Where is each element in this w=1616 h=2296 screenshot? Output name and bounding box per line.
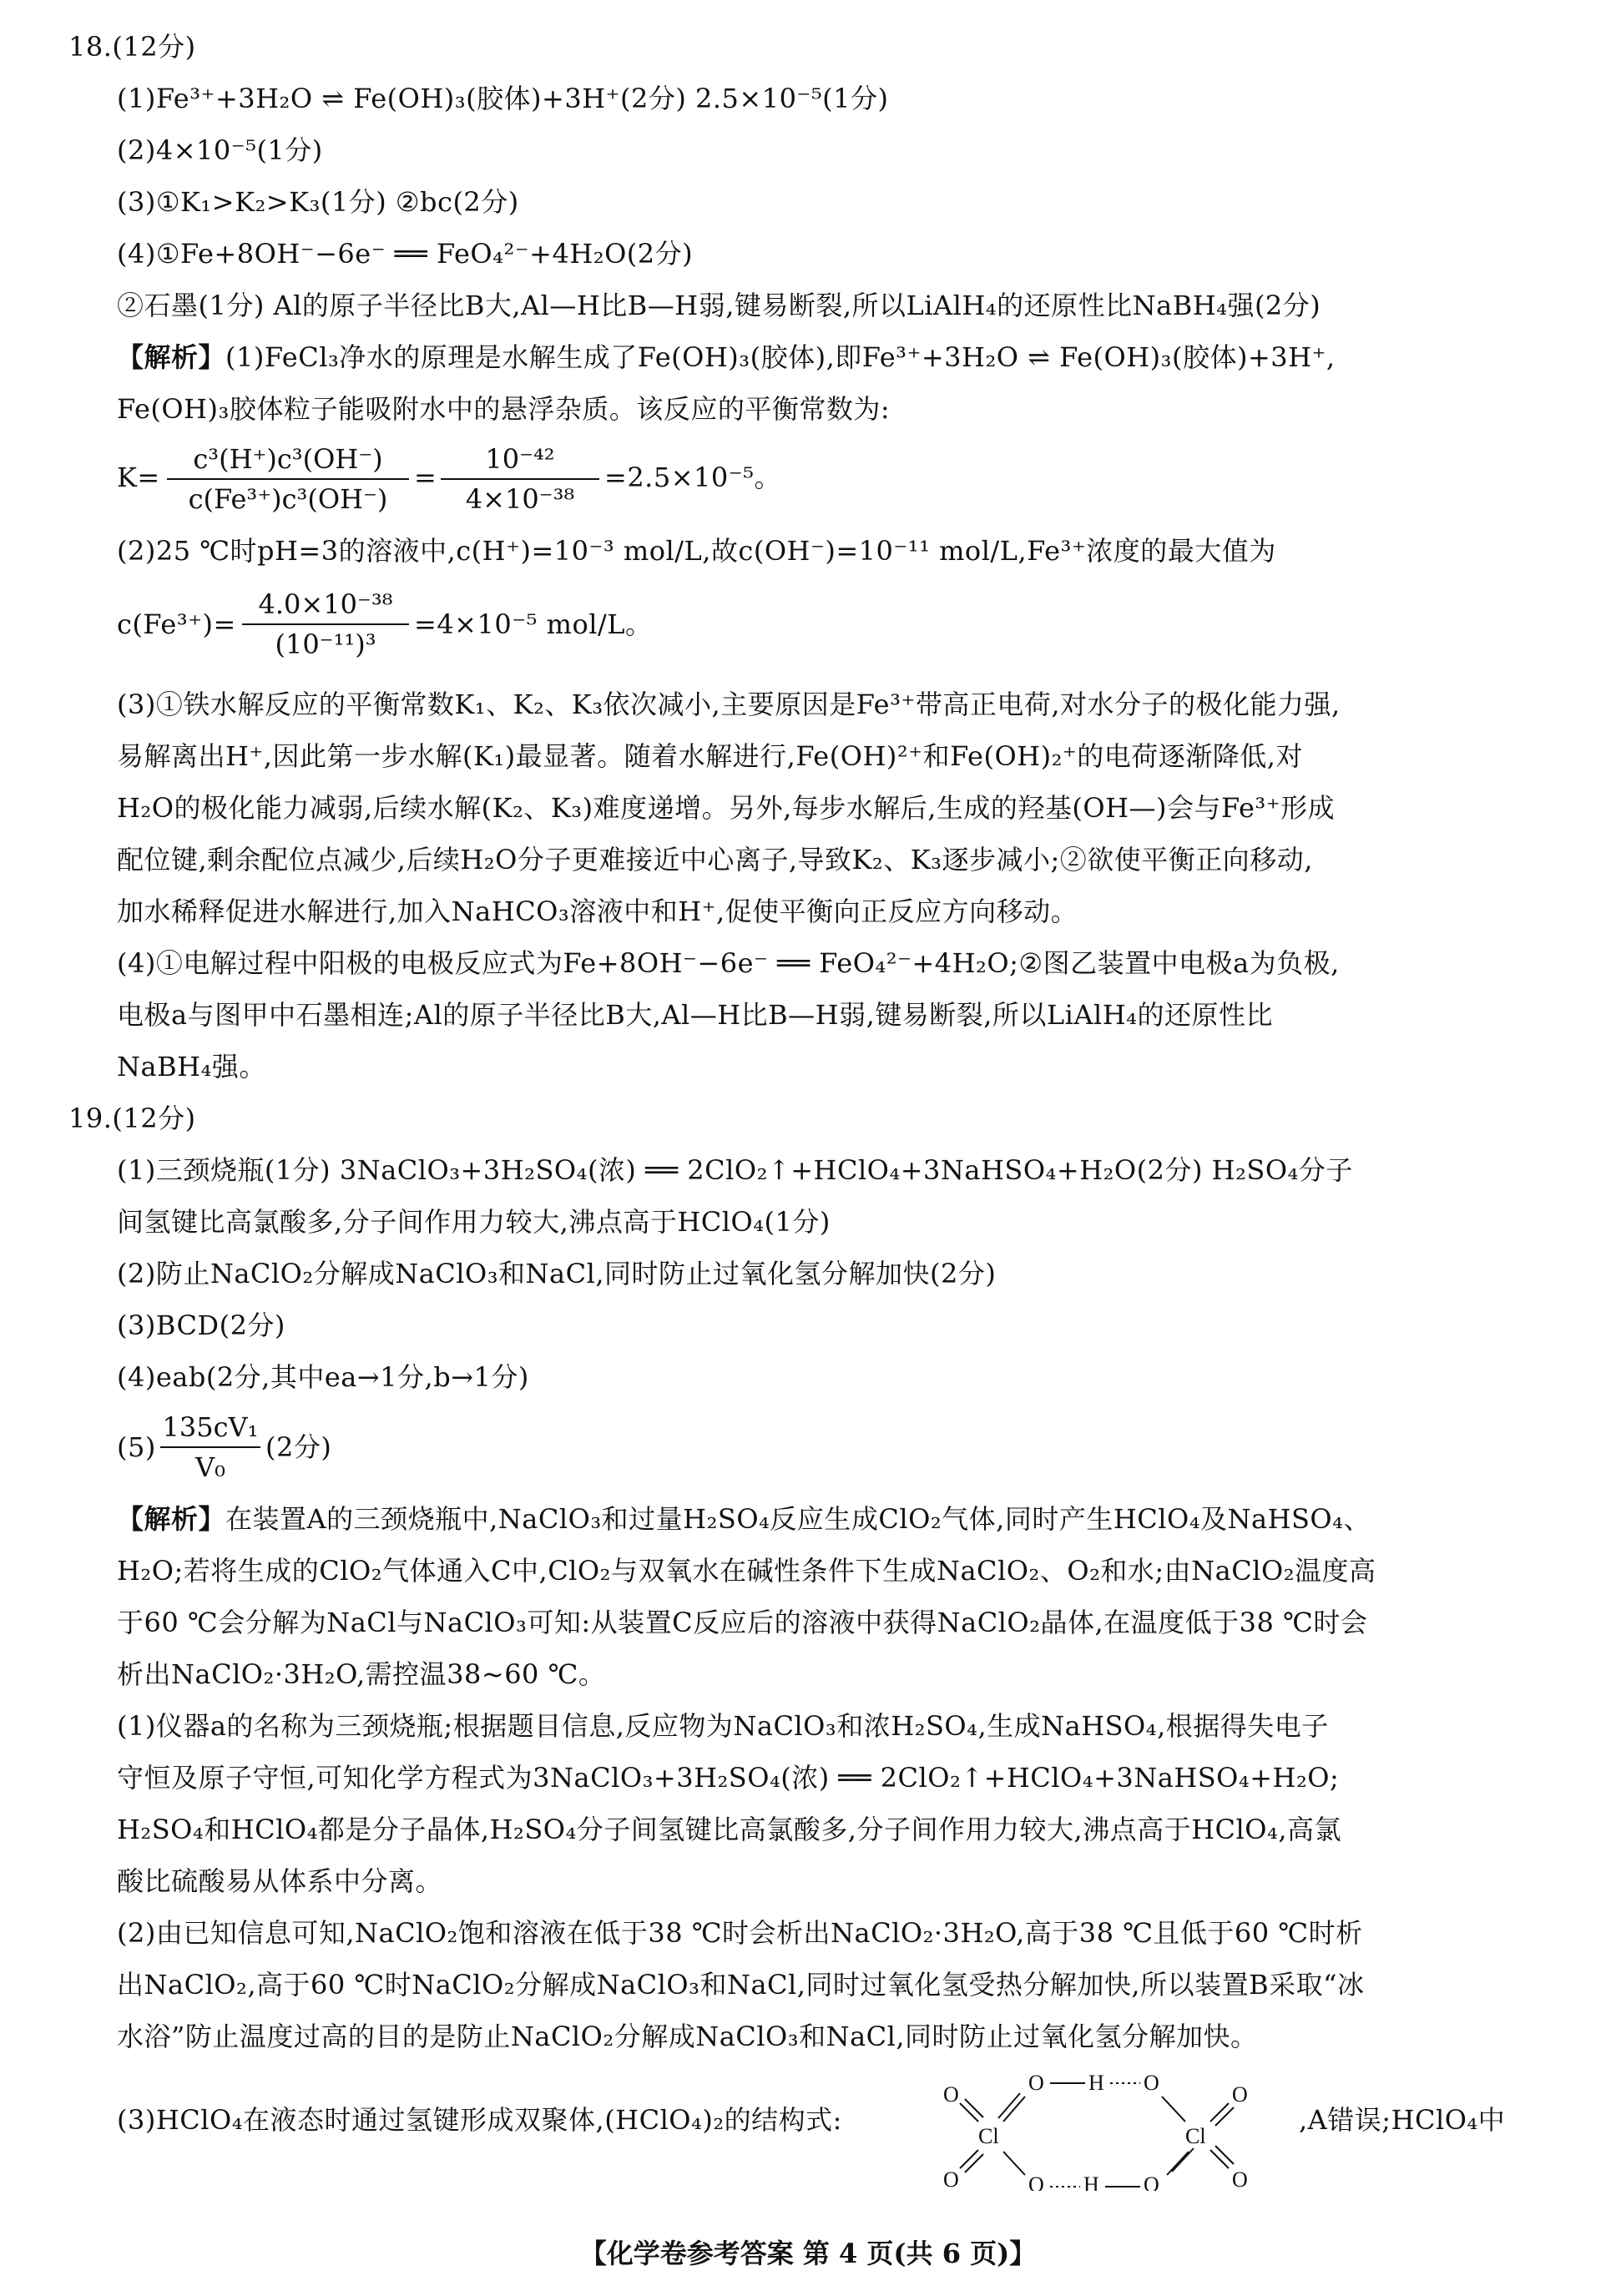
fraction-bar <box>160 1446 260 1448</box>
q19-explanation-1d: 酸比硫酸易从体系中分离。 <box>117 1865 443 1897</box>
a5-numerator: 135cV₁ <box>162 1411 259 1443</box>
q19-answer-1b: 间氢键比高氯酸多,分子间作用力较大,沸点高于HClO₄(1分) <box>117 1206 831 1238</box>
q19-explanation-1b: 守恒及原子守恒,可知化学方程式为3NaClO₃+3H₂SO₄(浓) ══ 2ClO₂↑+HClO₄+3NaHSO₄+H₂O; <box>117 1762 1340 1794</box>
explanation-label: 【解析】 <box>117 1503 226 1535</box>
k-equals: = <box>414 462 437 493</box>
q19-header: 19.(12分) <box>68 1103 196 1134</box>
atom-o: O <box>1028 2071 1044 2095</box>
q18-answer-4: (4)①Fe+8OH⁻−6e⁻ ══ FeO₄²⁻+4H₂O(2分) <box>117 238 694 270</box>
q19-explanation-2b: 出NaClO₂,高于60 ℃时NaClO₂分解成NaClO₃和NaCl,同时过氧化氢受热分解加快,所以装置B采取“冰 <box>117 1969 1365 2001</box>
q19-explanation-3-suffix: ,A错误;HClO₄中 <box>1299 2104 1506 2136</box>
q19-explanation-0b: H₂O;若将生成的ClO₂气体通入C中,ClO₂与双氧水在碱性条件下生成NaClO₂、O₂和水;由NaClO₂温度高 <box>117 1555 1376 1587</box>
q18-explanation-4a: (4)①电解过程中阳极的电极反应式为Fe+8OH⁻−6e⁻ ══ FeO₄²⁻+4H₂O;②图乙装置中电极a为负极, <box>117 947 1340 979</box>
q18-explanation-3e: 加水稀释促进水解进行,加入NaHCO₃溶液中和H⁺,促使平衡向正反应方向移动。 <box>117 896 1078 927</box>
q18-explanation-3b: 易解离出H⁺,因此第一步水解(K₁)最显著。随着水解进行,Fe(OH)²⁺和Fe(OH)₂⁺的电荷逐渐降低,对 <box>117 740 1303 772</box>
q18-explanation-2a: (2)25 ℃时pH=3的溶液中,c(H⁺)=10⁻³ mol/L,故c(OH⁻)=10⁻¹¹ mol/L,Fe³⁺浓度的最大值为 <box>117 535 1276 567</box>
q18-explanation-3a: (3)①铁水解反应的平衡常数K₁、K₂、K₃依次减小,主要原因是Fe³⁺带高正电荷,对水分子的极化能力强, <box>117 689 1341 720</box>
q18-exp1a-text: (1)FeCl₃净水的原理是水解生成了Fe(OH)₃(胶体),即Fe³⁺+3H₂O ⇌ Fe(OH)₃(胶体)+3H⁺, <box>225 341 1336 373</box>
q19-answer-5-prefix: (5) <box>117 1431 156 1463</box>
k-denominator-1: c(Fe³⁺)c³(OH⁻) <box>188 483 388 515</box>
q19-explanation-2c: 水浴”防止温度过高的目的是防止NaClO₂分解成NaClO₃和NaCl,同时防止过氧化氢分解加快。 <box>117 2021 1258 2052</box>
atom-h: H <box>1088 2071 1104 2095</box>
q19-explanation-0a <box>117 1502 1371 1536</box>
fraction-bar <box>167 478 409 480</box>
q18-explanation-4c: NaBH₄强。 <box>117 1051 266 1082</box>
q19-exp0a-text: 在装置A的三颈烧瓶中,NaClO₃和过量H₂SO₄反应生成ClO₂气体,同时产生HClO₄及NaHSO₄、 <box>225 1503 1371 1535</box>
q18-explanation-4b: 电极a与图甲中石墨相连;Al的原子半径比B大,Al—H比B—H弱,键易断裂,所以LiAlH₄的还原性比 <box>117 999 1273 1031</box>
q18-answer-4b: ②石墨(1分) Al的原子半径比B大,Al—H比B—H弱,键易断裂,所以LiAlH₄的还原性比NaBH₄强(2分) <box>117 290 1321 321</box>
fe-numerator: 4.0×10⁻³⁸ <box>258 588 393 620</box>
page-footer: 【化学卷参考答案 第 4 页(共 6 页)】 <box>579 2238 1037 2269</box>
k-denominator-2: 4×10⁻³⁸ <box>465 483 575 515</box>
atom-o: O <box>1144 2071 1159 2095</box>
q19-answer-4: (4)eab(2分,其中ea→1分,b→1分) <box>117 1361 529 1393</box>
atom-o: O <box>943 2167 959 2191</box>
q18-explanation-3d: 配位键,剩余配位点减少,后续H₂O分子更难接近中心离子,导致K₂、K₃逐步减小;②欲使平衡正向移动, <box>117 844 1313 876</box>
q18-answer-1: (1)Fe³⁺+3H₂O ⇌ Fe(OH)₃(胶体)+3H⁺(2分) 2.5×10⁻⁵(1分) <box>117 83 889 114</box>
fraction-bar <box>441 478 599 480</box>
k-result: =2.5×10⁻⁵。 <box>604 462 781 493</box>
atom-o: O <box>1144 2172 1159 2191</box>
fe-denominator: (10⁻¹¹)³ <box>275 628 376 660</box>
q18-explanation-1b: Fe(OH)₃胶体粒子能吸附水中的悬浮杂质。该反应的平衡常数为: <box>117 393 891 425</box>
q19-answer-2: (2)防止NaClO₂分解成NaClO₃和NaCl,同时防止过氧化氢分解加快(2分) <box>117 1258 997 1289</box>
q19-answer-5-suffix: (2分) <box>265 1431 332 1463</box>
q19-explanation-0d: 析出NaClO₂·3H₂O,需控温38~60 ℃。 <box>117 1658 606 1690</box>
explanation-label: 【解析】 <box>117 341 226 373</box>
q18-explanation-3c: H₂O的极化能力减弱,后续水解(K₂、K₃)难度递增。另外,每步水解后,生成的羟基(OH—)会与Fe³⁺形成 <box>117 792 1336 824</box>
q18-explanation-1a <box>117 341 1336 374</box>
atom-o: O <box>1028 2172 1044 2191</box>
q19-explanation-1a: (1)仪器a的名称为三颈烧瓶;根据题目信息,反应物为NaClO₃和浓H₂SO₄,生成NaHSO₄,根据得失电子 <box>117 1710 1329 1742</box>
fe-result: =4×10⁻⁵ mol/L。 <box>414 608 653 640</box>
a5-denominator: V₀ <box>195 1451 225 1483</box>
fraction-bar <box>242 623 409 625</box>
k-numerator-1: c³(H⁺)c³(OH⁻) <box>193 443 383 475</box>
q19-explanation-1c: H₂SO₄和HClO₄都是分子晶体,H₂SO₄分子间氢键比高氯酸多,分子间作用力较大,沸点高于HClO₄,高氯 <box>117 1814 1342 1845</box>
q19-explanation-3-prefix: (3)HClO₄在液态时通过氢键形成双聚体,(HClO₄)₂的结构式: <box>117 2104 842 2136</box>
atom-cl: Cl <box>1185 2124 1206 2148</box>
k-numerator-2: 10⁻⁴² <box>485 443 555 475</box>
atom-h: H <box>1083 2172 1099 2191</box>
hclo4-dimer-structure <box>935 2053 1294 2191</box>
q18-answer-2: (2)4×10⁻⁵(1分) <box>117 134 323 166</box>
q19-answer-3: (3)BCD(2分) <box>117 1309 285 1341</box>
k-lhs: K= <box>117 462 160 493</box>
fe-lhs: c(Fe³⁺)= <box>117 608 236 640</box>
atom-cl: Cl <box>978 2124 999 2148</box>
atom-o: O <box>1232 2167 1248 2191</box>
q18-answer-3: (3)①K₁>K₂>K₃(1分) ②bc(2分) <box>117 186 519 218</box>
q19-answer-1a: (1)三颈烧瓶(1分) 3NaClO₃+3H₂SO₄(浓) ══ 2ClO₂↑+HClO₄+3NaHSO₄+H₂O(2分) H₂SO₄分子 <box>117 1154 1353 1186</box>
q19-explanation-2a: (2)由已知信息可知,NaClO₂饱和溶液在低于38 ℃时会析出NaClO₂·3H₂O,高于38 ℃且低于60 ℃时析 <box>117 1917 1363 1949</box>
q19-explanation-0c: 于60 ℃会分解为NaCl与NaClO₃可知:从装置C反应后的溶液中获得NaClO₂晶体,在温度低于38 ℃时会 <box>117 1607 1368 1638</box>
atom-o: O <box>1232 2082 1248 2107</box>
atom-o: O <box>943 2082 959 2107</box>
q18-header: 18.(12分) <box>68 31 196 63</box>
